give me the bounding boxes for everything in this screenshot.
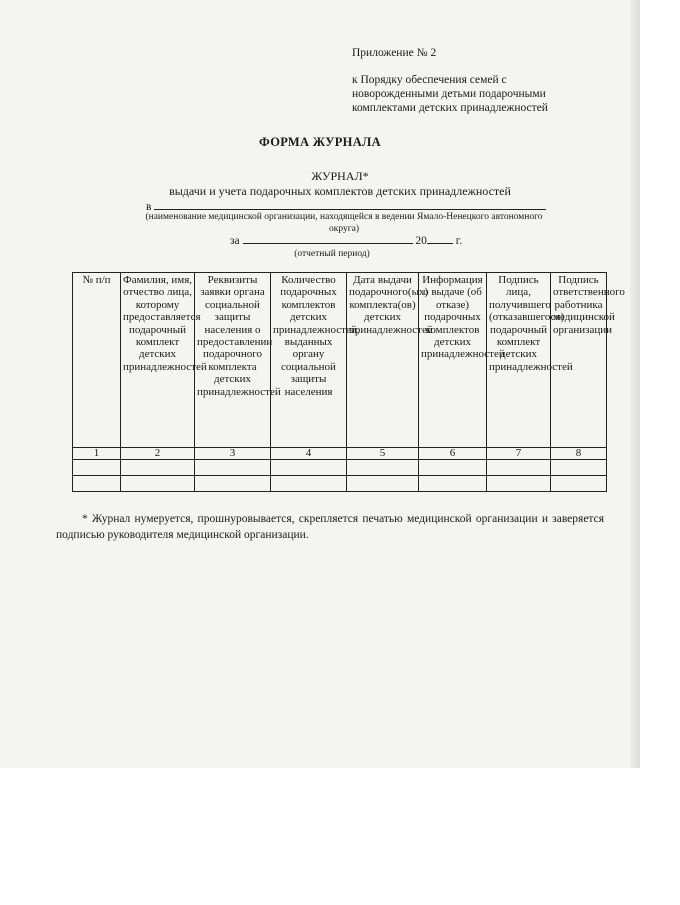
period-prefix: за (230, 235, 240, 247)
annex-title: Приложение № 2 (352, 47, 437, 59)
annex-text: к Порядку обеспечения семей с новорожденными детьми подарочными комплектами детских принадлежностей (352, 74, 548, 114)
organization-note: (наименование медицинской организации, находящейся в ведении Ямало-Ненецкого автономного округа) (145, 212, 543, 234)
column-header: Подпись ответственного работника медицинской организации (551, 273, 607, 448)
annex-block (352, 46, 592, 115)
column-number: 5 (347, 448, 419, 460)
period-blank (243, 233, 413, 244)
column-header: Количество подарочных комплектов детских принадлежностей, выданных органу социальной защиты населения (271, 273, 347, 448)
empty-cell (73, 476, 121, 492)
form-title: ФОРМА ЖУРНАЛА (259, 135, 381, 149)
column-header: Подпись лица, получившего (отказавшегося) подарочный комплект детских принадлежностей (487, 273, 551, 448)
page-edge-shadow (630, 0, 640, 768)
empty-cell (551, 460, 607, 476)
column-header: Дата выдачи подарочного(ых) комплекта(ов) детских принадлежностей (347, 273, 419, 448)
journal-title: ЖУРНАЛ* (311, 169, 369, 183)
empty-cell (195, 476, 271, 492)
empty-cell (195, 460, 271, 476)
column-header: Реквизиты заявки органа социальной защиты населения о предоставлении подарочного комплекта детских принадлежностей (195, 273, 271, 448)
column-number: 8 (551, 448, 607, 460)
column-header: Информация о выдаче (об отказе) подарочных комплектов детских принадлежностей (419, 273, 487, 448)
organization-prefix: в (146, 201, 152, 213)
year-prefix: 20 (415, 235, 427, 247)
period-note: (отчетный период) (294, 249, 370, 259)
empty-cell (487, 460, 551, 476)
journal-heading (0, 169, 680, 199)
column-number: 7 (487, 448, 551, 460)
empty-cell (551, 476, 607, 492)
organization-blank (154, 199, 546, 210)
column-header: № п/п (73, 273, 121, 448)
empty-cell (121, 476, 195, 492)
period-line (230, 233, 462, 247)
empty-cell (121, 460, 195, 476)
empty-cell (487, 476, 551, 492)
column-number-row (73, 448, 607, 460)
empty-cell (271, 476, 347, 492)
empty-cell (73, 460, 121, 476)
year-blank (427, 233, 453, 244)
column-number: 1 (73, 448, 121, 460)
empty-cell (347, 476, 419, 492)
empty-cell (271, 460, 347, 476)
column-number: 4 (271, 448, 347, 460)
column-number: 3 (195, 448, 271, 460)
column-number: 6 (419, 448, 487, 460)
column-header: Фамилия, имя, отчество лица, которому предоставляется подарочный комплект детских принадлежностей (121, 273, 195, 448)
empty-cell (419, 476, 487, 492)
footnote: * Журнал нумеруется, прошнуровывается, скрепляется печатью медицинской организации и заверяется подписью руководителя медицинской организации. (56, 513, 604, 541)
empty-cell (347, 460, 419, 476)
empty-cell (419, 460, 487, 476)
empty-table-row (73, 460, 607, 476)
year-suffix: г. (455, 235, 463, 247)
empty-table-row (73, 476, 607, 492)
journal-subtitle: выдачи и учета подарочных комплектов детских принадлежностей (169, 184, 511, 198)
column-number: 2 (121, 448, 195, 460)
table-header-row (73, 273, 607, 448)
journal-table (72, 272, 625, 492)
